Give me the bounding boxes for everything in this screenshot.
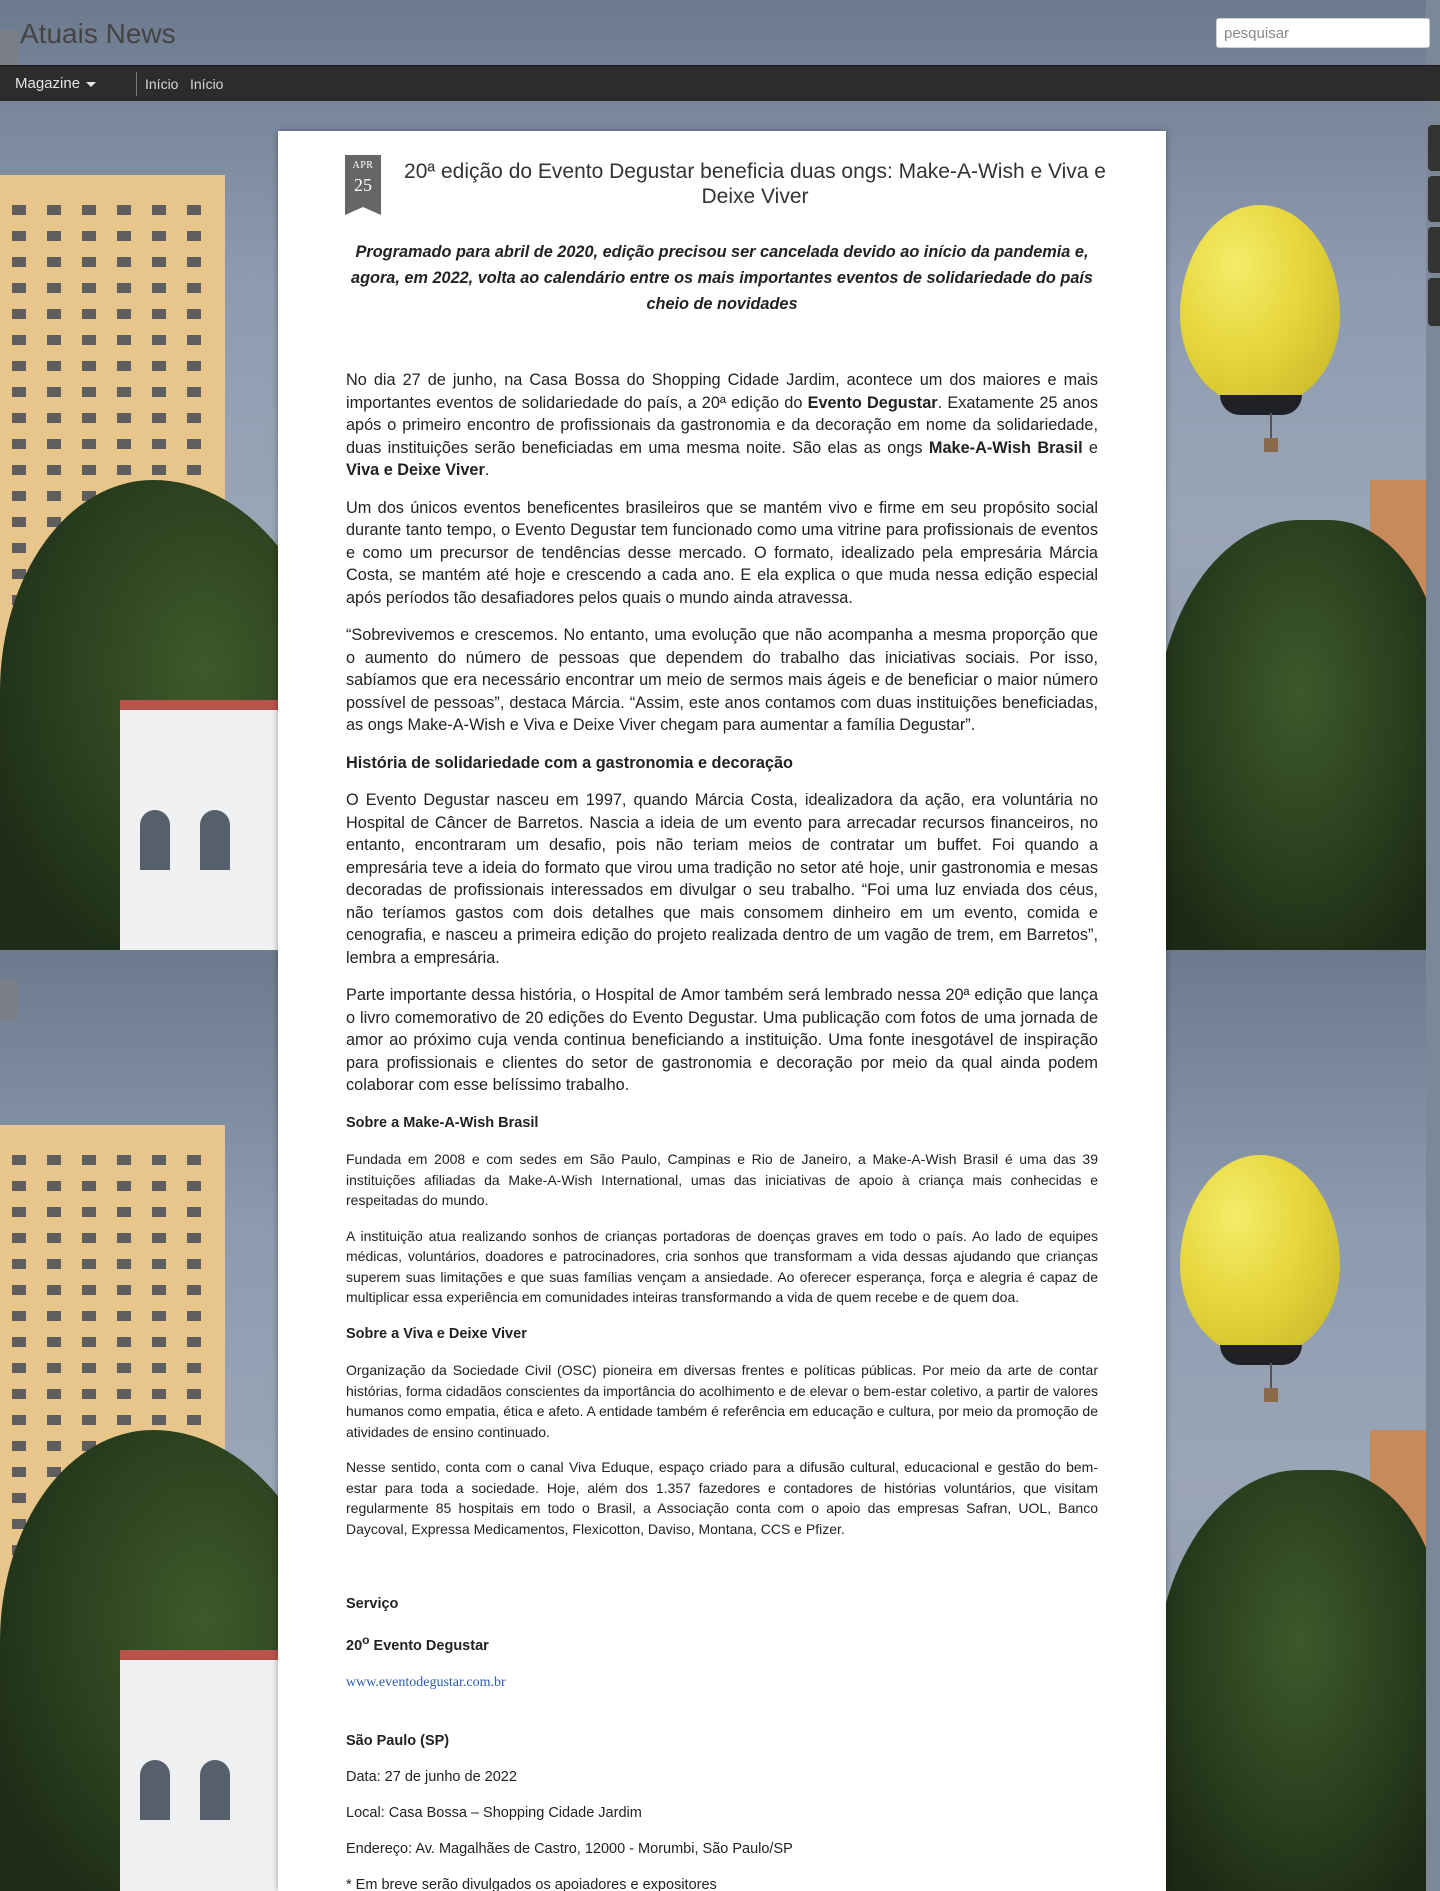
magazine-dropdown[interactable] xyxy=(15,75,96,92)
building-window xyxy=(47,1181,61,1191)
building-window xyxy=(82,257,96,267)
building-window xyxy=(152,1259,166,1269)
paragraph: “Sobrevivemos e crescemos. No entanto, uma evolução que não acompanha a mesma proporção que o aumento do número de pessoas que dependem do trabalho das iniciativas sociais. Por isso, sabíamos que era necessário encontrar um meio de sermos mais ágeis e de beneficiar o maior número possível de pessoas”, destaca Márcia. “Assim, este anos contamos com duas instituições beneficiadas, as ongs Make-A-Wish e Viva e Deixe Viver chegam para aumentar a família Degustar”. xyxy=(346,626,1098,734)
building-window xyxy=(117,335,131,345)
building-window xyxy=(117,361,131,371)
building-window xyxy=(47,1415,61,1425)
building-window xyxy=(117,465,131,475)
building-window xyxy=(117,413,131,423)
date-ribbon xyxy=(345,155,381,215)
side-widget-tab[interactable] xyxy=(1428,176,1440,222)
building-window xyxy=(82,231,96,241)
date-month: APR xyxy=(352,160,374,171)
post-body xyxy=(346,369,1098,1891)
section-heading: Sobre a Viva e Deixe Viver xyxy=(346,1325,527,1342)
building-window xyxy=(12,1233,26,1243)
building-window xyxy=(187,257,201,267)
building-window xyxy=(82,309,96,319)
building-window xyxy=(47,387,61,397)
building-window xyxy=(47,1363,61,1373)
building-window xyxy=(12,205,26,215)
building-window xyxy=(152,1233,166,1243)
building-window xyxy=(117,1363,131,1373)
building-window xyxy=(47,1389,61,1399)
building-window xyxy=(12,413,26,423)
building-window xyxy=(117,1207,131,1217)
building-window xyxy=(82,439,96,449)
building-window xyxy=(187,1207,201,1217)
building-window xyxy=(152,205,166,215)
building-window xyxy=(47,1259,61,1269)
building-window xyxy=(117,439,131,449)
building-window xyxy=(47,283,61,293)
date-day: 25 xyxy=(354,175,372,195)
building-window xyxy=(152,1389,166,1399)
building-window xyxy=(117,1233,131,1243)
building-window xyxy=(152,283,166,293)
building-window xyxy=(12,439,26,449)
building-window xyxy=(82,283,96,293)
building-window xyxy=(152,1181,166,1191)
paragraph: A instituição atua realizando sonhos de crianças portadoras de doenças graves em todo o país. Ao lado de equipes médicas, voluntários, doadores e patrocinadores, cria sonhos que transformam a vida dessas ajudando que crianças superem suas limitações e que suas famílias vençam a ansiedade. Ao oferecer esperança, força e alegria é capaz de multiplicar essa experiência em comunidades inteiras transformando a vida de quem recebe e de quem doa. xyxy=(346,1227,1098,1305)
building-window xyxy=(187,1285,201,1295)
building-window xyxy=(47,1441,61,1451)
building-window xyxy=(82,413,96,423)
section-heading: História de solidariedade com a gastronomia e decoração xyxy=(346,753,793,772)
building-window xyxy=(82,1181,96,1191)
building-window xyxy=(117,1285,131,1295)
building-window xyxy=(12,517,26,527)
building-window xyxy=(187,1311,201,1321)
building-window xyxy=(117,1389,131,1399)
post-lead: Programado para abril de 2020, edição precisou ser cancelada devido ao início da pandemia e, agora, em 2022, volta ao calendário entre os mais importantes eventos de solidariedade do país cheio de novidades xyxy=(351,243,1093,313)
nav-link-inicio[interactable]: Início xyxy=(190,76,224,92)
building-window xyxy=(12,361,26,371)
trees-right xyxy=(1155,520,1426,950)
building-window xyxy=(12,1415,26,1425)
building-window xyxy=(82,1389,96,1399)
building-window xyxy=(117,257,131,267)
building-window xyxy=(117,231,131,241)
antenna-silhouette xyxy=(0,980,18,1020)
paragraph: Fundada em 2008 e com sedes em São Paulo, Campinas e Rio de Janeiro, a Make-A-Wish Brasil é uma das 39 instituições afiliadas da Make-A-Wish International, umas das iniciativas de apoio à criança mais conhecidas e respeitadas do mundo. xyxy=(346,1151,1098,1208)
paragraph: Um dos únicos eventos beneficentes brasileiros que se mantém vivo e firme em seu propósito social durante tanto tempo, o Evento Degustar tem funcionado como uma vitrine para profissionais de eventos e como um precursor de tendências desse mercado. O formato, idealizado pela empresária Márcia Costa, se mantém até hoje e crescendo a cada ano. E ela explica o que muda nessa edição especial após períodos tão desafiadores pelos quais o mundo ainda atravessa. xyxy=(346,498,1098,607)
building-window xyxy=(117,309,131,319)
building-window xyxy=(187,1337,201,1347)
building-window xyxy=(82,1259,96,1269)
building-window xyxy=(187,1181,201,1191)
building-window xyxy=(47,361,61,371)
building-window xyxy=(12,1155,26,1165)
building-window xyxy=(187,283,201,293)
building-window xyxy=(82,1363,96,1373)
nav-divider xyxy=(136,72,137,96)
building-window xyxy=(152,413,166,423)
building-window xyxy=(47,1337,61,1347)
building-window xyxy=(12,257,26,267)
building-window xyxy=(47,439,61,449)
building-window xyxy=(47,413,61,423)
service-date: Data: 27 de junho de 2022 xyxy=(346,1768,517,1785)
building-window xyxy=(82,465,96,475)
trees-right xyxy=(1155,1470,1426,1891)
building-window xyxy=(152,257,166,267)
building-window xyxy=(82,1415,96,1425)
paragraph: No dia 27 de junho, na Casa Bossa do Shopping Cidade Jardim, acontece um dos maiores e mais importantes eventos de solidariedade do país, a 20ª edição do Evento Degustar. Exatamente 25 anos após o primeiro encontro de profissionais da gastronomia e da decoração em nome da solidariedade, duas instituições serão beneficiadas em uma mesma noite. São elas as ongs Make-A-Wish Brasil e Viva e Deixe Viver. xyxy=(346,371,1098,479)
building-window xyxy=(12,1467,26,1477)
search-input[interactable] xyxy=(1216,18,1430,48)
building-window xyxy=(187,465,201,475)
building-window xyxy=(82,1155,96,1165)
building-window xyxy=(47,1233,61,1243)
building-window xyxy=(12,491,26,501)
building-window xyxy=(187,335,201,345)
building-window xyxy=(187,413,201,423)
side-widget-tab[interactable] xyxy=(1428,125,1440,171)
caret-down-icon xyxy=(86,82,96,87)
building-window xyxy=(82,1233,96,1243)
white-church xyxy=(120,700,280,950)
building-window xyxy=(187,1259,201,1269)
paragraph: O Evento Degustar nasceu em 1997, quando Márcia Costa, idealizadora da ação, era voluntária no Hospital de Câncer de Barretos. Nascia a ideia de um evento para arrecadar recursos financeiros, no entanto, encontraram um desafio, pois não teriam meios de contratar um buffet. Foi quando a empresária teve a ideia do formato que virou uma tradição no setor até hoje, unir gastronomia e mesas decoradas de profissionais interessados em divulgar o seu trabalho. “Foi uma luz enviada dos céus, não teríamos gastos com dois detalhes que mais consomem dinheiro em um evento, comida e cenografia, e nasceu a primeira edição do projeto realizada dentro de um vagão de trem, em Barretos”, lembra a empresária. xyxy=(346,791,1098,967)
magazine-label: Magazine xyxy=(15,75,81,92)
building-window xyxy=(12,1259,26,1269)
service-heading: Serviço xyxy=(346,1596,399,1612)
building-window xyxy=(12,1389,26,1399)
building-window xyxy=(117,283,131,293)
building-window xyxy=(187,1415,201,1425)
building-window xyxy=(117,1337,131,1347)
building-window xyxy=(82,335,96,345)
paragraph: Parte importante dessa história, o Hospital de Amor também será lembrado nessa 20ª edição que lança o livro comemorativo de 20 edições do Evento Degustar. Uma publicação com fotos de uma jornada de amor ao próximo cuja venda continua beneficiando a instituição. Uma fonte inesgotável de inspiração para profissionais e clientes do setor de gastronomia e decoração por meio da qual ainda podem colaborar com esse belíssimo trabalho. xyxy=(346,986,1098,1094)
building-window xyxy=(117,1415,131,1425)
paragraph: Organização da Sociedade Civil (OSC) pioneira em diversas frentes e políticas públicas. Por meio da arte de contar histórias, forma cidadãos conscientes da importância do acolhimento e de elevar o bem-estar coletivo, a partir de valores humanos como empatia, ética e afeto. A entidade também é referência em educação e cultura, por meio da promoção de atividades de ensino continuado. xyxy=(346,1362,1098,1440)
building-window xyxy=(187,205,201,215)
site-header xyxy=(0,0,1440,65)
site-title-link[interactable]: Atuais News xyxy=(20,18,176,49)
service-address: Endereço: Av. Magalhães de Castro, 12000 - Morumbi, São Paulo/SP xyxy=(346,1840,793,1857)
event-name: 20$^o$ Evento Degustar xyxy=(346,1633,489,1654)
building-window xyxy=(47,1155,61,1165)
building-window xyxy=(152,1337,166,1347)
building-window xyxy=(152,361,166,371)
building-window xyxy=(82,1337,96,1347)
side-widget-tab[interactable] xyxy=(1428,227,1440,273)
top-navbar xyxy=(0,65,1440,101)
building-window xyxy=(12,1363,26,1373)
building-window xyxy=(152,309,166,319)
building-window xyxy=(12,543,26,553)
post-card xyxy=(278,131,1166,1891)
building-window xyxy=(152,1415,166,1425)
building-window xyxy=(152,1207,166,1217)
building-window xyxy=(12,465,26,475)
building-window xyxy=(152,1155,166,1165)
building-window xyxy=(187,1155,201,1165)
building-window xyxy=(187,231,201,241)
building-window xyxy=(82,1311,96,1321)
building-window xyxy=(12,1311,26,1321)
nav-link-inicio[interactable]: Início xyxy=(145,76,179,92)
building-window xyxy=(152,1311,166,1321)
building-window xyxy=(82,387,96,397)
building-window xyxy=(82,1285,96,1295)
building-window xyxy=(47,257,61,267)
white-church xyxy=(120,1650,280,1891)
building-window xyxy=(187,439,201,449)
building-window xyxy=(47,231,61,241)
building-window xyxy=(117,1155,131,1165)
building-window xyxy=(117,1181,131,1191)
building-window xyxy=(152,387,166,397)
building-window xyxy=(152,231,166,241)
building-window xyxy=(12,335,26,345)
building-window xyxy=(82,205,96,215)
paragraph: Nesse sentido, conta com o canal Viva Eduque, espaço criado para a difusão cultural, educacional e gestão do bem-estar para toda a sociedade. Hoje, além dos 1.357 fazedores e contadores de histórias voluntários, que visitam regularmente 85 hospitais em todo o Brasil, a Associação conta com o apoio das empresas Safran, UOL, Banco Daycoval, Expressa Medicamentos, Flexicotton, Daviso, Montana, CCS e Pfizer. xyxy=(346,1459,1098,1537)
building-window xyxy=(47,309,61,319)
building-window xyxy=(152,335,166,345)
building-window xyxy=(82,1207,96,1217)
side-widget-tab[interactable] xyxy=(1428,278,1440,326)
building-window xyxy=(47,1285,61,1295)
building-window xyxy=(12,309,26,319)
hot-air-balloon xyxy=(1180,1155,1340,1355)
service-note: * Em breve serão divulgados os apoiadores e expositores xyxy=(346,1876,717,1891)
building-window xyxy=(187,1233,201,1243)
building-window xyxy=(47,335,61,345)
post-title[interactable]: 20ª edição do Evento Degustar beneficia duas ongs: Make-A-Wish e Viva e Deixe Viver xyxy=(404,160,1106,208)
building-window xyxy=(117,1311,131,1321)
building-window xyxy=(187,1363,201,1373)
building-window xyxy=(47,1207,61,1217)
building-window xyxy=(117,205,131,215)
building-window xyxy=(152,1363,166,1373)
building-window xyxy=(187,1389,201,1399)
service-city: São Paulo (SP) xyxy=(346,1732,450,1749)
event-website-link[interactable]: www.eventodegustar.com.br xyxy=(346,1674,506,1690)
building-window xyxy=(47,1311,61,1321)
hot-air-balloon xyxy=(1180,205,1340,405)
building-window xyxy=(82,361,96,371)
building-window xyxy=(47,205,61,215)
building-window xyxy=(12,1285,26,1295)
building-window xyxy=(187,361,201,371)
building-window xyxy=(152,439,166,449)
building-window xyxy=(12,1181,26,1191)
building-window xyxy=(12,1441,26,1451)
building-window xyxy=(12,1493,26,1503)
building-window xyxy=(12,387,26,397)
building-window xyxy=(47,491,61,501)
section-heading: Sobre a Make-A-Wish Brasil xyxy=(346,1114,539,1131)
building-window xyxy=(12,283,26,293)
building-window xyxy=(187,309,201,319)
building-window xyxy=(117,387,131,397)
building-window xyxy=(12,1337,26,1347)
service-place: Local: Casa Bossa – Shopping Cidade Jardim xyxy=(346,1804,642,1821)
building-window xyxy=(152,465,166,475)
building-window xyxy=(152,1285,166,1295)
building-window xyxy=(12,231,26,241)
building-window xyxy=(47,465,61,475)
building-window xyxy=(187,387,201,397)
building-window xyxy=(12,1207,26,1217)
building-window xyxy=(117,1259,131,1269)
